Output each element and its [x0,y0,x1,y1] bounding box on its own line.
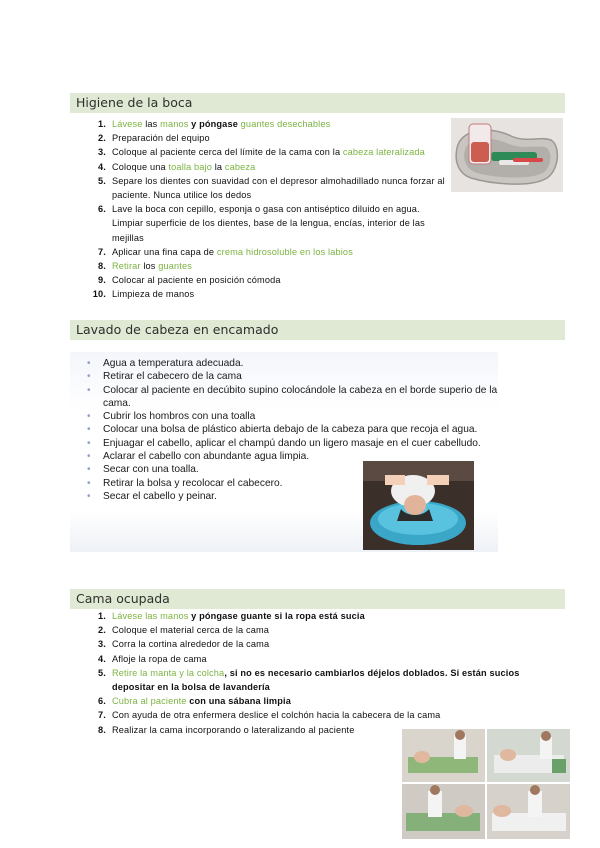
mouth-step-8 [82,259,452,273]
head-bullet-7: • Aclarar el cabello con abundante agua limpia. [85,450,499,463]
highlighted-text: toalla bajo [168,161,213,172]
highlighted-text: Lávese las manos [112,611,189,621]
head-washing-photo [363,461,474,550]
mouth-step-3 [82,145,452,159]
mouth-step-6 [82,202,452,245]
step-number: 1. [98,119,106,129]
bed-step-1 [82,609,522,623]
bed-making-photo-grid [402,729,570,839]
step-number: 10. [92,289,106,300]
step-text: Colocar al paciente en posición cómoda [112,275,281,286]
step-text: Realizar la cama incorporando o lateralizando al paciente [112,724,355,735]
bed-step-2 [82,623,522,637]
mouth-step-2 [82,131,452,145]
step-text: y póngase guante si la ropa está sucia [188,611,365,621]
mouth-step-5 [82,174,452,202]
step-number: 7. [98,710,106,721]
section-title-mouth-hygiene: Higiene de la boca [70,93,565,113]
highlighted-text: cabeza lateralizada [342,147,425,158]
highlighted-text: guantes desechables [240,119,331,129]
step-number: 9. [98,275,106,286]
step-text: las [142,119,161,129]
highlighted-text: manos [160,119,189,129]
mouth-step-7 [82,245,452,259]
highlighted-text: Lávese [112,119,143,129]
step-number: 3. [98,639,106,650]
step-text: Limpieza de manos [112,289,195,300]
step-number: 6. [98,204,106,215]
mouth-step-10 [82,287,452,301]
bed-step-5 [82,666,522,694]
highlighted-text: crema hidrosoluble en los labios [216,246,353,257]
bed-step-6 [82,694,522,708]
highlighted-text: Cubra al paciente [112,696,187,707]
section-title-occupied-bed: Cama ocupada [70,589,565,609]
head-bullet-5: • Colocar una bolsa de plástico abierta debajo de la cabeza para que recoja el agua. [85,423,499,436]
step-number: 8. [98,724,106,735]
step-number: 4. [98,161,106,172]
step-text: Aplicar una fina capa de [112,246,217,257]
head-bullet-1: • Agua a temperatura adecuada. [85,357,499,370]
highlighted-text: cabeza [224,161,256,172]
occupied-bed-steps [82,609,522,737]
step-number: 8. [98,261,106,272]
step-number: 4. [98,653,106,664]
step-text: con una sábana limpia [186,696,291,707]
head-bullet-9: • Retirar la bolsa y recolocar el cabecero. [85,477,499,490]
step-text: Con ayuda de otra enfermera deslice el colchón hacia la cabecera de la cama [112,710,441,721]
step-number: 6. [98,696,106,707]
step-number: 1. [98,611,106,621]
step-text: Coloque el material cerca de la cama [112,625,270,636]
head-bullet-4: • Cubrir los hombros con una toalla [85,410,499,423]
mouth-step-4 [82,160,452,174]
step-text: Corra la cortina alrededor de la cama [112,639,270,650]
bed-step-4 [82,652,522,666]
step-number: 2. [98,133,106,144]
mouth-hygiene-steps [82,117,452,302]
step-number: 5. [98,667,106,678]
section-title-head-washing: Lavado de cabeza en encamado [70,320,565,340]
mouth-step-9 [82,273,452,287]
highlighted-text: Retire la manta y la colcha [112,667,225,678]
step-text: , si no es necesario cambiarlos déjelos doblados. Si están sucios depositar en la bolsa de lavandería [112,667,520,693]
bed-step-3 [82,637,522,651]
mouth-step-1 [82,117,452,131]
step-number: 3. [98,147,106,158]
step-text: Afloje la ropa de cama [112,653,207,664]
head-bullet-3: • Colocar al paciente en decúbito supino colocándole la cabeza en el borde superio de la cama. [85,384,499,411]
step-text: Coloque al paciente cerca del límite de la cama con la [112,147,343,158]
highlighted-text: Retirar [112,261,141,272]
bed-step-7 [82,708,522,722]
kidney-basin-photo [451,118,563,192]
step-text: Lave la boca con cepillo, esponja o gasa con antiséptico diluido en agua. Limpiar superficie de los dientes, base de la lengua, encías, interior de las mejillas [112,204,425,243]
head-bullet-10: • Secar el cabello y peinar. [85,490,499,503]
highlighted-text: guantes [158,261,192,272]
head-bullet-8: • Secar con una toalla. [85,463,499,476]
step-text: la [212,161,225,172]
step-text: Preparación del equipo [112,133,210,144]
head-bullet-6: • Enjuagar el cabello, aplicar el champú dando un ligero masaje en el cuer cabelludo. [85,437,499,450]
step-number: 2. [98,625,106,636]
step-text: Separe los dientes con suavidad con el depresor almohadillado nunca forzar al paciente. Nunca utilice los dedos [112,175,445,201]
step-text: Coloque una [112,161,169,172]
step-text: y póngase [188,119,241,129]
head-bullet-2: • Retirar el cabecero de la cama [85,370,499,383]
step-number: 5. [98,175,106,186]
step-text: los [140,261,159,272]
step-number: 7. [98,246,106,257]
